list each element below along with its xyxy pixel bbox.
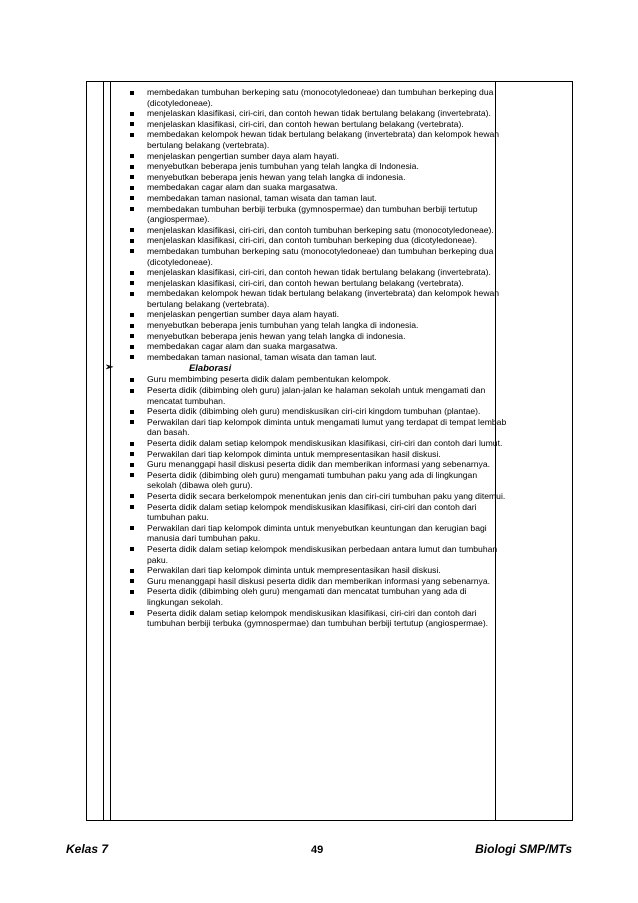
list-item: Peserta didik (dibimbing oleh guru) mendiskusikan ciri-ciri kingdom tumbuhan (plantae). [123, 406, 509, 417]
objectives-list [123, 87, 509, 362]
list-item: menyebutkan beberapa jenis hewan yang telah langka di indonesia. [123, 172, 509, 183]
column-divider [110, 82, 111, 820]
list-item: Guru menanggapi hasil diskusi peserta didik dan memberikan informasi yang sebenarnya. [123, 459, 509, 470]
list-item: Peserta didik secara berkelompok menentukan jenis dan ciri-ciri tumbuhan paku yang ditemui. [123, 491, 509, 502]
elaboration-list [123, 374, 509, 628]
footer-class-label: Kelas 7 [66, 842, 109, 856]
list-item: Guru membimbing peserta didik dalam pembentukan kelompok. [123, 374, 509, 385]
list-item: menjelaskan pengertian sumber daya alam hayati. [123, 151, 509, 162]
list-item: menjelaskan klasifikasi, ciri-ciri, dan contoh hewan bertulang belakang (vertebrata). [123, 278, 509, 289]
column-divider [103, 82, 104, 820]
list-item: Peserta didik dalam setiap kelompok mendiskusikan klasifikasi, ciri-ciri dan contoh dari lumut. [123, 438, 509, 449]
list-item: Peserta didik dalam setiap kelompok mendiskusikan perbedaan antara lumut dan tumbuhan paku. [123, 544, 509, 565]
list-item: menjelaskan klasifikasi, ciri-ciri, dan contoh tumbuhan berkeping dua (dicotyledoneae). [123, 235, 509, 246]
list-item: membedakan kelompok hewan tidak bertulang belakang (invertebrata) dan kelompok hewan bertulang belakang (vertebrata). [123, 129, 509, 150]
footer-subject-label: Biologi SMP/MTs [475, 842, 572, 856]
activity-content [105, 87, 509, 629]
list-item: menjelaskan klasifikasi, ciri-ciri, dan contoh hewan tidak bertulang belakang (invertebrata). [123, 108, 509, 119]
list-item: menjelaskan klasifikasi, ciri-ciri, dan contoh hewan bertulang belakang (vertebrata). [123, 119, 509, 130]
list-item: Peserta didik (dibimbing oleh guru) jalan-jalan ke halaman sekolah untuk mengamati dan mencatat tumbuhan. [123, 385, 509, 406]
list-item: menyebutkan beberapa jenis tumbuhan yang telah langka di indonesia. [123, 320, 509, 331]
list-item: membedakan tumbuhan berkeping satu (monocotyledoneae) dan tumbuhan berkeping dua (dicotyledoneae). [123, 87, 509, 108]
list-item: membedakan cagar alam dan suaka margasatwa. [123, 341, 509, 352]
list-item: Perwakilan dari tiap kelompok diminta untuk mengamati lumut yang terdapat di tempat lembab dan basah. [123, 417, 509, 438]
list-item: Peserta didik (dibimbing oleh guru) mengamati tumbuhan paku yang ada di lingkungan sekolah (dibawa oleh guru). [123, 470, 509, 491]
arrow-bullet-icon: ➢ [105, 362, 114, 374]
list-item: Peserta didik (dibimbing oleh guru) mengamati dan mencatat tumbuhan yang ada di lingkungan sekolah. [123, 586, 509, 607]
list-item: Guru menanggapi hasil diskusi peserta didik dan memberikan informasi yang sebenarnya. [123, 576, 509, 587]
list-item: Peserta didik dalam setiap kelompok mendiskusikan klasifikasi, ciri-ciri dan contoh dari tumbuhan paku. [123, 502, 509, 523]
list-item: membedakan taman nasional, taman wisata dan taman laut. [123, 193, 509, 204]
list-item: membedakan tumbuhan berkeping satu (monocotyledoneae) dan tumbuhan berkeping dua (dicotyledoneae). [123, 246, 509, 267]
section-heading [105, 362, 509, 374]
list-item: menjelaskan klasifikasi, ciri-ciri, dan contoh tumbuhan berkeping satu (monocotyledoneae). [123, 225, 509, 236]
list-item: Peserta didik dalam setiap kelompok mendiskusikan klasifikasi, ciri-ciri dan contoh dari tumbuhan berbiji terbuka (gymnospermae) dan tumbuhan berbiji tertutup (angiospermae). [123, 608, 509, 629]
lesson-table [86, 81, 573, 821]
list-item: Perwakilan dari tiap kelompok diminta untuk mempresentasikan hasil diskusi. [123, 449, 509, 460]
list-item: Perwakilan dari tiap kelompok diminta untuk mempresentasikan hasil diskusi. [123, 565, 509, 576]
list-item: menyebutkan beberapa jenis tumbuhan yang telah langka di Indonesia. [123, 161, 509, 172]
list-item: membedakan cagar alam dan suaka margasatwa. [123, 182, 509, 193]
list-item: Perwakilan dari tiap kelompok diminta untuk menyebutkan keuntungan dan kerugian bagi manusia dari tumbuhan paku. [123, 523, 509, 544]
list-item: menyebutkan beberapa jenis hewan yang telah langka di indonesia. [123, 331, 509, 342]
list-item: menjelaskan klasifikasi, ciri-ciri, dan contoh hewan tidak bertulang belakang (invertebrata). [123, 267, 509, 278]
list-item: menjelaskan pengertian sumber daya alam hayati. [123, 309, 509, 320]
list-item: membedakan tumbuhan berbiji terbuka (gymnospermae) dan tumbuhan berbiji tertutup (angiospermae). [123, 204, 509, 225]
page-number: 49 [311, 844, 324, 856]
list-item: membedakan kelompok hewan tidak bertulang belakang (invertebrata) dan kelompok hewan bertulang belakang (vertebrata). [123, 288, 509, 309]
section-heading-label: Elaborasi [189, 362, 232, 374]
list-item: membedakan taman nasional, taman wisata dan taman laut. [123, 352, 509, 363]
